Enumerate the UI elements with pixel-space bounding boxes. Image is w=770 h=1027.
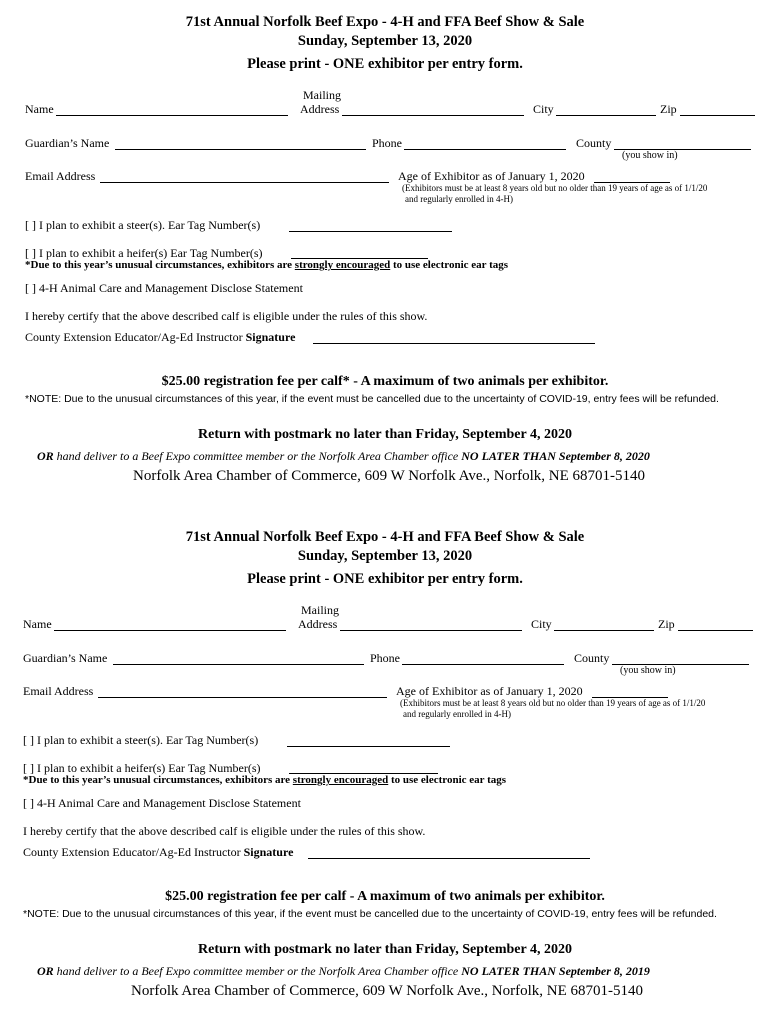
covid-note: *NOTE: Due to the unusual circumstances of this year, if the event must be cancelled due to the uncertainty of COVID-19, entry fees will be refunded.	[23, 908, 717, 920]
form-title: 71st Annual Norfolk Beef Expo - 4-H and FFA Beef Show & Sale	[185, 529, 585, 545]
ear-tag-note: *Due to this year’s unusual circumstances, exhibitors are strongly encouraged to use electronic ear tags	[23, 774, 507, 786]
educator-label: County Extension Educator/Ag-Ed Instructor Signature	[23, 845, 294, 859]
age-note: (Exhibitors must be at least 8 years old but no older than 19 years of age as of 1/1/20	[400, 698, 706, 708]
form-date: Sunday, September 13, 2020	[297, 33, 473, 49]
entry-form-1	[0, 0, 770, 512]
county-note: (you show in)	[620, 665, 676, 676]
age-note-2: and regularly enrolled in 4-H)	[403, 709, 511, 719]
county-label: County	[576, 136, 612, 150]
chamber-address: Norfolk Area Chamber of Commerce, 609 W Norfolk Ave., Norfolk, NE 68701-5140	[131, 983, 643, 999]
address-label: Address	[300, 102, 340, 116]
chamber-address: Norfolk Area Chamber of Commerce, 609 W Norfolk Ave., Norfolk, NE 68701-5140	[133, 468, 645, 484]
guardian-field[interactable]	[115, 149, 366, 150]
steer-tag-field[interactable]	[287, 746, 450, 747]
email-label: Email Address	[25, 169, 96, 183]
email-field[interactable]	[100, 182, 389, 183]
animal-care-checkbox[interactable]: [ ] 4-H Animal Care and Management Disclose Statement	[25, 281, 303, 295]
email-field[interactable]	[98, 697, 387, 698]
age-label: Age of Exhibitor as of January 1, 2020	[398, 169, 585, 183]
form-date: Sunday, September 13, 2020	[297, 548, 473, 564]
county-note: (you show in)	[622, 150, 678, 161]
mailing-label: Mailing	[301, 603, 339, 617]
name-field[interactable]	[56, 115, 288, 116]
phone-field[interactable]	[404, 149, 566, 150]
phone-field[interactable]	[402, 664, 564, 665]
zip-label: Zip	[660, 102, 677, 116]
city-label: City	[531, 617, 552, 631]
steer-checkbox[interactable]: [ ] I plan to exhibit a steer(s). Ear Tag Number(s)	[23, 733, 259, 747]
signature-field[interactable]	[308, 858, 590, 859]
zip-field[interactable]	[678, 630, 753, 631]
county-label: County	[574, 651, 610, 665]
steer-checkbox[interactable]: [ ] I plan to exhibit a steer(s). Ear Tag Number(s)	[25, 218, 261, 232]
educator-label: County Extension Educator/Ag-Ed Instructor Signature	[25, 330, 296, 344]
name-label: Name	[25, 102, 54, 116]
heifer-checkbox[interactable]: [ ] I plan to exhibit a heifer(s) Ear Tag Number(s)	[23, 761, 261, 775]
print-note: Please print - ONE exhibitor per entry form.	[247, 56, 523, 72]
address-label: Address	[298, 617, 338, 631]
hand-deliver-line: OR hand deliver to a Beef Expo committee member or the Norfolk Area Chamber office NO LATER THAN September 8, 2019	[37, 964, 650, 978]
fee-line: $25.00 registration fee per calf - A maximum of two animals per exhibitor.	[165, 889, 605, 904]
return-line: Return with postmark no later than Friday, September 4, 2020	[198, 942, 572, 957]
city-field[interactable]	[554, 630, 654, 631]
entry-form-2	[0, 515, 770, 1027]
animal-care-checkbox[interactable]: [ ] 4-H Animal Care and Management Disclose Statement	[23, 796, 301, 810]
phone-label: Phone	[372, 136, 402, 150]
zip-label: Zip	[658, 617, 675, 631]
address-field[interactable]	[342, 115, 524, 116]
city-field[interactable]	[556, 115, 656, 116]
zip-field[interactable]	[680, 115, 755, 116]
fee-line: $25.00 registration fee per calf* - A maximum of two animals per exhibitor.	[161, 374, 609, 389]
phone-label: Phone	[370, 651, 400, 665]
certify-text: I hereby certify that the above described calf is eligible under the rules of this show.	[23, 824, 426, 838]
ear-tag-note: *Due to this year’s unusual circumstances, exhibitors are strongly encouraged to use electronic ear tags	[25, 259, 509, 271]
guardian-field[interactable]	[113, 664, 364, 665]
print-note: Please print - ONE exhibitor per entry form.	[247, 571, 523, 587]
email-label: Email Address	[23, 684, 94, 698]
guardian-label: Guardian’s Name	[23, 651, 108, 665]
form-title: 71st Annual Norfolk Beef Expo - 4-H and FFA Beef Show & Sale	[185, 14, 585, 30]
guardian-label: Guardian’s Name	[25, 136, 110, 150]
address-field[interactable]	[340, 630, 522, 631]
age-note: (Exhibitors must be at least 8 years old but no older than 19 years of age as of 1/1/20	[402, 183, 708, 193]
age-note-2: and regularly enrolled in 4-H)	[405, 194, 513, 204]
city-label: City	[533, 102, 554, 116]
heifer-checkbox[interactable]: [ ] I plan to exhibit a heifer(s) Ear Tag Number(s)	[25, 246, 263, 260]
covid-note: *NOTE: Due to the unusual circumstances of this year, if the event must be cancelled due to the uncertainty of COVID-19, entry fees will be refunded.	[25, 393, 719, 405]
mailing-label: Mailing	[303, 88, 341, 102]
certify-text: I hereby certify that the above described calf is eligible under the rules of this show.	[25, 309, 428, 323]
hand-deliver-line: OR hand deliver to a Beef Expo committee member or the Norfolk Area Chamber office NO LATER THAN September 8, 2020	[37, 449, 650, 463]
name-label: Name	[23, 617, 52, 631]
steer-tag-field[interactable]	[289, 231, 452, 232]
name-field[interactable]	[54, 630, 286, 631]
signature-field[interactable]	[313, 343, 595, 344]
age-label: Age of Exhibitor as of January 1, 2020	[396, 684, 583, 698]
return-line: Return with postmark no later than Friday, September 4, 2020	[198, 427, 572, 442]
